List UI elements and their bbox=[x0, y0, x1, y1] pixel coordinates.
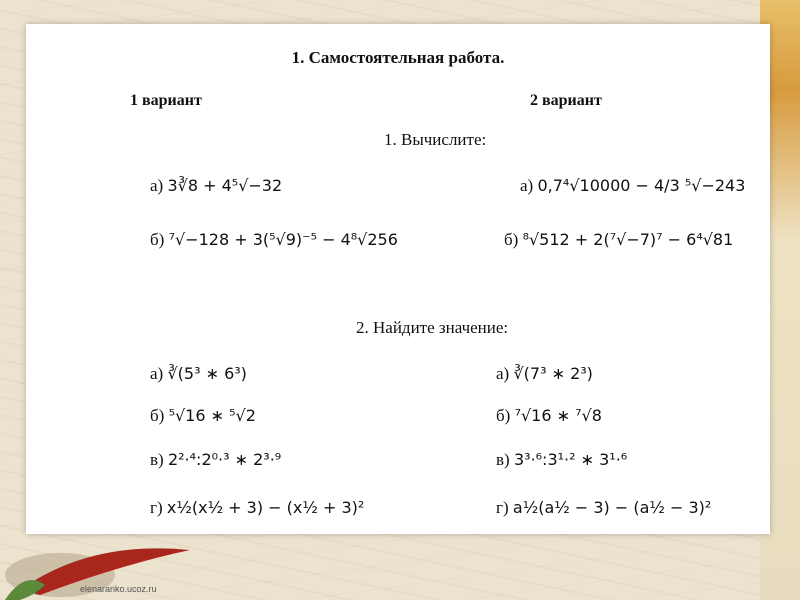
task-expression: ⁵√16 ∗ ⁵√2 bbox=[168, 406, 256, 425]
task-letter: б) bbox=[504, 230, 519, 249]
task-item bbox=[496, 498, 711, 518]
task-expression: ⁷√16 ∗ ⁷√8 bbox=[514, 406, 602, 425]
task-letter: в) bbox=[496, 450, 510, 469]
task-expression: 0,7⁴√10000 − 4/3 ⁵√−243 bbox=[537, 176, 746, 195]
variant-1-heading: 1 вариант bbox=[130, 92, 202, 109]
task-item bbox=[150, 176, 282, 196]
task-item bbox=[496, 450, 627, 470]
task-expression: 3∛8 + 4⁵√−32 bbox=[167, 176, 283, 195]
task-expression: a½(a½ − 3) − (a½ − 3)² bbox=[512, 498, 712, 517]
task-expression: 3³·⁶:3¹·² ∗ 3¹·⁶ bbox=[513, 450, 628, 469]
task-item bbox=[496, 406, 602, 426]
task-item bbox=[520, 176, 745, 196]
variant-2-heading: 2 вариант bbox=[530, 92, 602, 109]
task-item bbox=[150, 364, 247, 384]
footer-site-url: elenaranko.ucoz.ru bbox=[80, 584, 157, 594]
task-item bbox=[150, 450, 281, 470]
task-expression: 2²·⁴:2⁰·³ ∗ 2³·⁹ bbox=[167, 450, 282, 469]
task-expression: ⁷√−128 + 3(⁵√9)⁻⁵ − 4⁸√256 bbox=[168, 230, 398, 249]
section-heading-2: 2. Найдите значение: bbox=[356, 318, 509, 337]
worksheet-card bbox=[26, 24, 770, 534]
task-item bbox=[496, 364, 593, 384]
task-letter: б) bbox=[496, 406, 511, 425]
task-letter: б) bbox=[150, 230, 165, 249]
task-item bbox=[150, 406, 256, 426]
task-expression: x½(x½ + 3) − (x½ + 3)² bbox=[166, 498, 365, 517]
task-item bbox=[150, 498, 364, 518]
task-letter: в) bbox=[150, 450, 164, 469]
task-expression: ⁸√512 + 2(⁷√−7)⁷ − 6⁴√81 bbox=[522, 230, 734, 249]
task-letter: а) bbox=[520, 176, 534, 195]
task-item bbox=[504, 230, 733, 250]
task-letter: а) bbox=[150, 176, 164, 195]
section-heading-1: 1. Вычислите: bbox=[384, 130, 487, 149]
task-letter: г) bbox=[150, 498, 163, 517]
task-expression: ∛(7³ ∗ 2³) bbox=[513, 364, 593, 383]
task-letter: а) bbox=[150, 364, 164, 383]
task-letter: а) bbox=[496, 364, 510, 383]
task-letter: б) bbox=[150, 406, 165, 425]
page-title: 1. Самостоятельная работа. bbox=[291, 48, 505, 67]
task-item bbox=[150, 230, 398, 250]
task-letter: г) bbox=[496, 498, 509, 517]
task-expression: ∛(5³ ∗ 6³) bbox=[167, 364, 247, 383]
